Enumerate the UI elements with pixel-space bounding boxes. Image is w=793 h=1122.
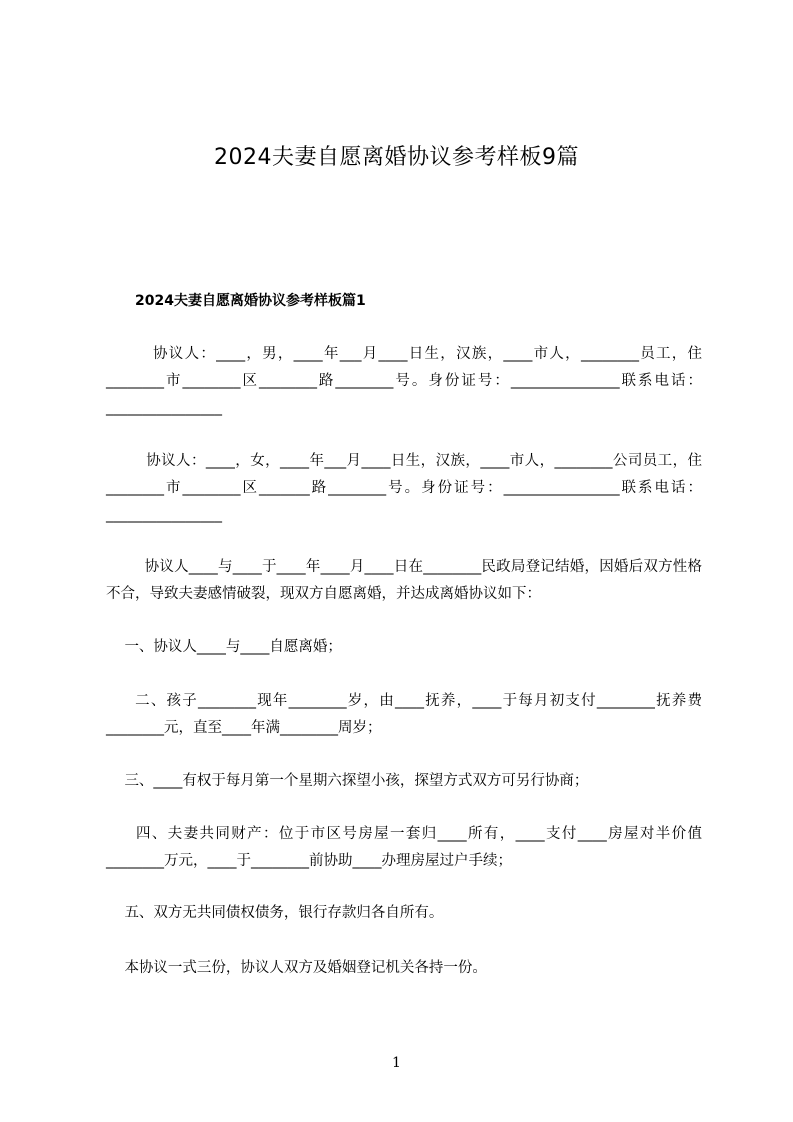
- clause-2: 二、孩子________现年________岁，由____抚养，____于每月初支付________抚养费________元，直至____年满________周岁；: [106, 693, 703, 736]
- clause-4: 四、夫妻共同财产：位于市区号房屋一套归____所有，____支付____房屋对半价值________万元，____于________前协助____办理房屋过户手续；: [106, 826, 703, 869]
- closing-statement: 本协议一式三份，协议人双方及婚姻登记机关各持一份。: [106, 960, 487, 976]
- document-title: 2024夫妻自愿离婚协议参考样板9篇: [214, 145, 579, 170]
- paragraph-marriage-info: 协议人____与____于____年____月____日在________民政局登记结婚，因婚后双方性格不合，导致夫妻感情破裂，现双方自愿离婚，并达成离婚协议如下：: [106, 559, 703, 602]
- section-heading: 2024夫妻自愿离婚协议参考样板篇1: [135, 293, 366, 309]
- clause-5: 五、双方无共同债权债务，银行存款归各自所有。: [106, 905, 444, 921]
- page-number: 1: [392, 1055, 401, 1071]
- clause-3: 三、____有权于每月第一个星期六探望小孩，探望方式双方可另行协商；: [106, 773, 589, 789]
- paragraph-party-female: 协议人：____，女，____年___月____日生，汉族，____市人，________公司员工，住________市________区_______路________号。身份证号：________________联系电话：________________: [106, 453, 703, 523]
- clause-1: 一、协议人____与____自愿离婚；: [106, 639, 342, 655]
- paragraph-party-male: 协议人：____，男，____年___月____日生，汉族，____市人，________员工，住________市________区________路________号。身份证号：_______________联系电话：________________: [106, 346, 703, 416]
